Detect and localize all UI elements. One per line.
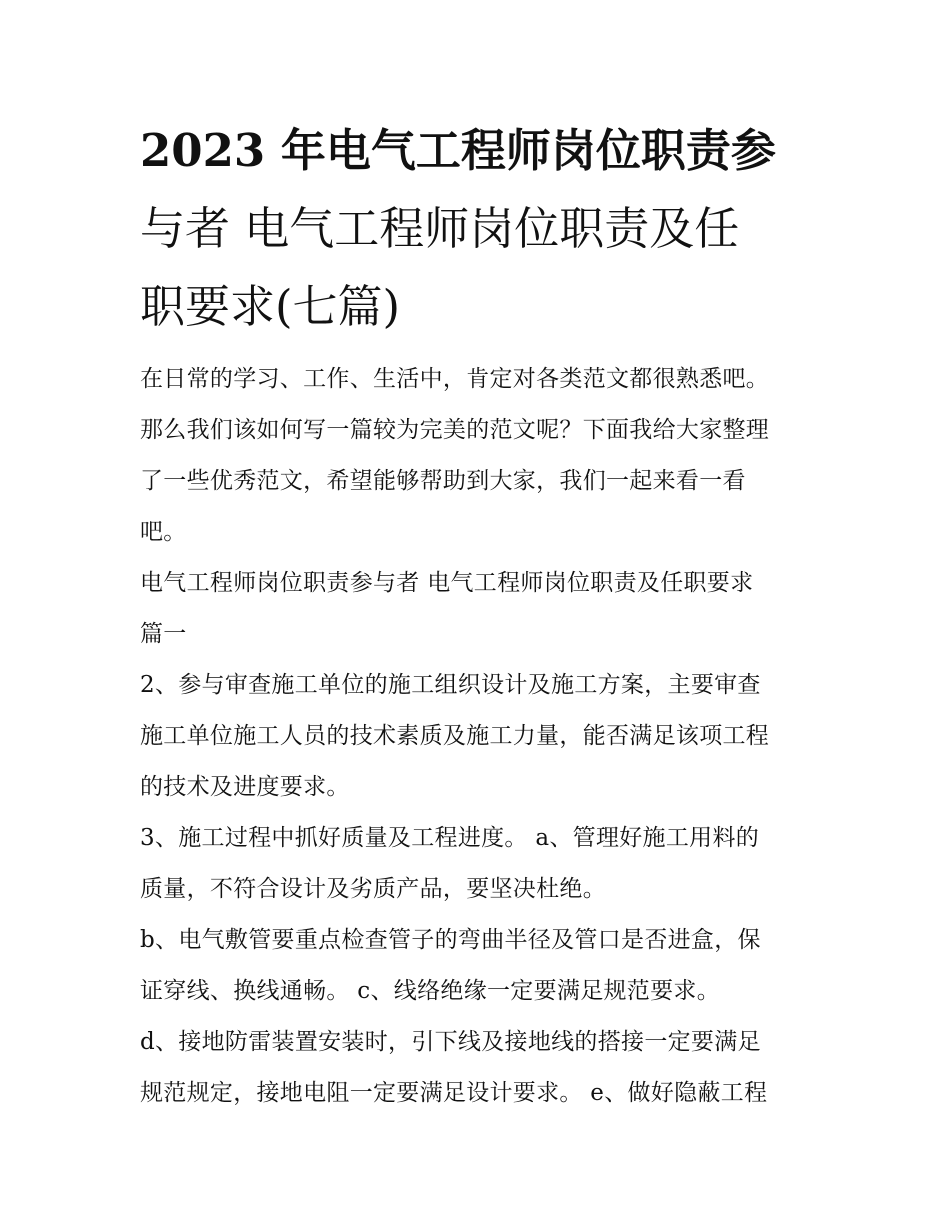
paragraph-line: b、电气敷管要重点检查管子的弯曲半径及管口是否进盒，保 — [140, 927, 761, 953]
document-title — [140, 112, 820, 346]
paragraph-line: 那么我们该如何写一篇较为完美的范文呢？下面我给大家整理 — [140, 417, 770, 443]
paragraph-line: 了一些优秀范文，希望能够帮助到大家，我们一起来看一看 — [140, 468, 746, 494]
item-3-paragraph — [140, 813, 820, 915]
paragraph-line: 在日常的学习、工作、生活中，肯定对各类范文都很熟悉吧。 — [140, 366, 770, 392]
title-line-3: 职要求(七篇) — [140, 280, 401, 333]
item-2-paragraph — [140, 660, 820, 813]
title-line-1 — [140, 112, 820, 190]
paragraph-line: 电气工程师岗位职责参与者 电气工程师岗位职责及任职要求 — [140, 570, 754, 596]
title-spacer — [140, 346, 820, 354]
item-d-paragraph — [140, 1017, 820, 1119]
paragraph-line: 质量，不符合设计及劣质产品，要坚决杜绝。 — [140, 876, 606, 902]
title-line-2: 与者 电气工程师岗位职责及任 — [140, 202, 740, 255]
paragraph-line: 证穿线、换线通畅。 c、线络绝缘一定要满足规范要求。 — [140, 978, 720, 1004]
section-heading — [140, 558, 820, 660]
intro-paragraph — [140, 354, 820, 558]
title-line-1-text: 2023 年电气工程师岗位职责参 — [140, 124, 776, 177]
paragraph-line: 2、参与审查施工单位的施工组织设计及施工方案，主要审查 — [140, 672, 761, 698]
paragraph-line: d、接地防雷装置安装时，引下线及接地线的搭接一定要满足 — [140, 1029, 761, 1055]
paragraph-line: 吧。 — [140, 519, 187, 545]
paragraph-line: 的技术及进度要求。 — [140, 774, 350, 800]
paragraph-line: 篇一 — [140, 621, 187, 647]
document-content — [140, 112, 820, 1119]
paragraph-line: 施工单位施工人员的技术素质及施工力量，能否满足该项工程 — [140, 723, 770, 749]
item-b-paragraph — [140, 915, 820, 1017]
paragraph-line: 规范规定，接地电阻一定要满足设计要求。 e、做好隐蔽工程 — [140, 1080, 768, 1106]
paragraph-line: 3、施工过程中抓好质量及工程进度。 a、管理好施工用料的 — [140, 825, 760, 851]
